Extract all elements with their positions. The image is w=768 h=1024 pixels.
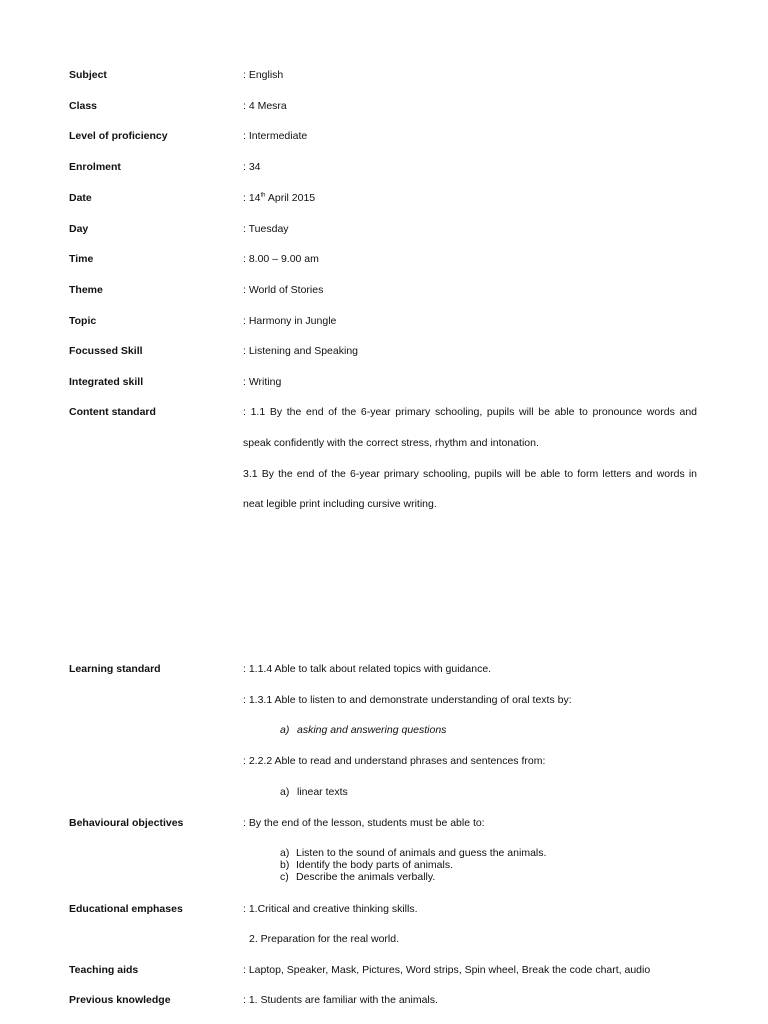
class-value: : 4 Mesra	[243, 100, 287, 112]
learning-standard-item-2-sub-row	[0, 722, 768, 738]
subject-label: Subject	[69, 69, 107, 81]
sub-marker: a)	[280, 786, 290, 798]
behavioural-objectives-list	[280, 847, 546, 883]
learning-standard-item-3-row	[0, 753, 768, 769]
day-value: : Tuesday	[243, 223, 289, 235]
educational-emphases-row	[0, 901, 768, 917]
content-standard-line-2: speak confidently with the correct stress, rhythm and intonation.	[243, 437, 539, 449]
learning-standard-label: Learning standard	[69, 663, 161, 675]
list-item	[280, 859, 546, 871]
list-text: Describe the animals verbally.	[296, 871, 436, 883]
enrolment-row	[0, 159, 768, 175]
learning-standard-item-3: : 2.2.2 Able to read and understand phrases and sentences from:	[243, 755, 546, 767]
integrated-skill-label: Integrated skill	[69, 376, 144, 388]
focussed-skill-label: Focussed Skill	[69, 345, 143, 357]
date-ordinal: th	[260, 192, 266, 199]
class-label: Class	[69, 100, 98, 112]
day-label: Day	[69, 223, 89, 235]
behavioural-objectives-intro: : By the end of the lesson, students must be able to:	[243, 817, 485, 829]
enrolment-label: Enrolment	[69, 161, 121, 173]
content-standard-label: Content standard	[69, 406, 156, 418]
learning-standard-item-1: : 1.1.4 Able to talk about related topics with guidance.	[243, 663, 492, 675]
previous-knowledge-label: Previous knowledge	[69, 994, 171, 1006]
educational-emphases-line-2: 2. Preparation for the real world.	[249, 933, 399, 945]
subject-row	[0, 67, 768, 83]
class-row	[0, 98, 768, 114]
content-standard-line-3: 3.1 By the end of the 6-year primary schooling, pupils will be able to form letters and words in	[243, 468, 697, 480]
list-text: Listen to the sound of animals and guess the animals.	[296, 847, 547, 859]
teaching-aids-row	[0, 962, 768, 978]
educational-emphases-line-1: : 1.Critical and creative thinking skills.	[243, 903, 418, 915]
focussed-skill-value: : Listening and Speaking	[243, 345, 359, 357]
subject-value: : English	[243, 69, 284, 81]
content-standard-line-4: neat legible print including cursive writing.	[243, 498, 437, 510]
level-row	[0, 128, 768, 144]
day-row	[0, 221, 768, 237]
focussed-skill-row	[0, 343, 768, 359]
sub-text: linear texts	[297, 786, 348, 798]
time-row	[0, 251, 768, 267]
list-marker: b)	[280, 859, 290, 871]
previous-knowledge-row	[0, 992, 768, 1008]
sub-text: asking and answering questions	[297, 724, 447, 736]
enrolment-value: : 34	[243, 161, 261, 173]
learning-standard-item-2-sub	[280, 722, 446, 738]
educational-emphases-line-2-row	[0, 931, 768, 947]
theme-value: : World of Stories	[243, 284, 324, 296]
level-value: : Intermediate	[243, 130, 308, 142]
date-row	[0, 190, 768, 206]
teaching-aids-value: : Laptop, Speaker, Mask, Pictures, Word strips, Spin wheel, Break the code chart, audio	[243, 964, 651, 976]
behavioural-objectives-row	[0, 815, 768, 831]
teaching-aids-label: Teaching aids	[69, 964, 139, 976]
learning-standard-item-2-row	[0, 692, 768, 708]
date-day: : 14	[243, 192, 261, 204]
topic-row	[0, 313, 768, 329]
time-label: Time	[69, 253, 94, 265]
integrated-skill-row	[0, 374, 768, 390]
time-value: : 8.00 – 9.00 am	[243, 253, 319, 265]
list-text: Identify the body parts of animals.	[296, 859, 454, 871]
previous-knowledge-value: : 1. Students are familiar with the animals.	[243, 994, 438, 1006]
educational-emphases-label: Educational emphases	[69, 903, 183, 915]
learning-standard-item-3-sub-row	[0, 784, 768, 800]
list-item	[280, 871, 546, 883]
behavioural-objectives-label: Behavioural objectives	[69, 817, 184, 829]
learning-standard-item-2: : 1.3.1 Able to listen to and demonstrate understanding of oral texts by:	[243, 694, 572, 706]
sub-marker: a)	[280, 724, 290, 736]
date-value	[243, 190, 315, 206]
list-marker: c)	[280, 871, 289, 883]
theme-label: Theme	[69, 284, 103, 296]
learning-standard-item-3-sub	[280, 784, 348, 800]
integrated-skill-value: : Writing	[243, 376, 282, 388]
learning-standard-row	[0, 661, 768, 677]
date-month-year: April 2015	[265, 192, 316, 204]
topic-label: Topic	[69, 315, 97, 327]
theme-row	[0, 282, 768, 298]
level-label: Level of proficiency	[69, 130, 168, 142]
list-marker: a)	[280, 847, 290, 859]
content-standard-line-1: : 1.1 By the end of the 6-year primary schooling, pupils will be able to pronounce words and	[243, 406, 697, 418]
list-item	[280, 847, 546, 859]
topic-value: : Harmony in Jungle	[243, 315, 337, 327]
date-label: Date	[69, 192, 92, 204]
